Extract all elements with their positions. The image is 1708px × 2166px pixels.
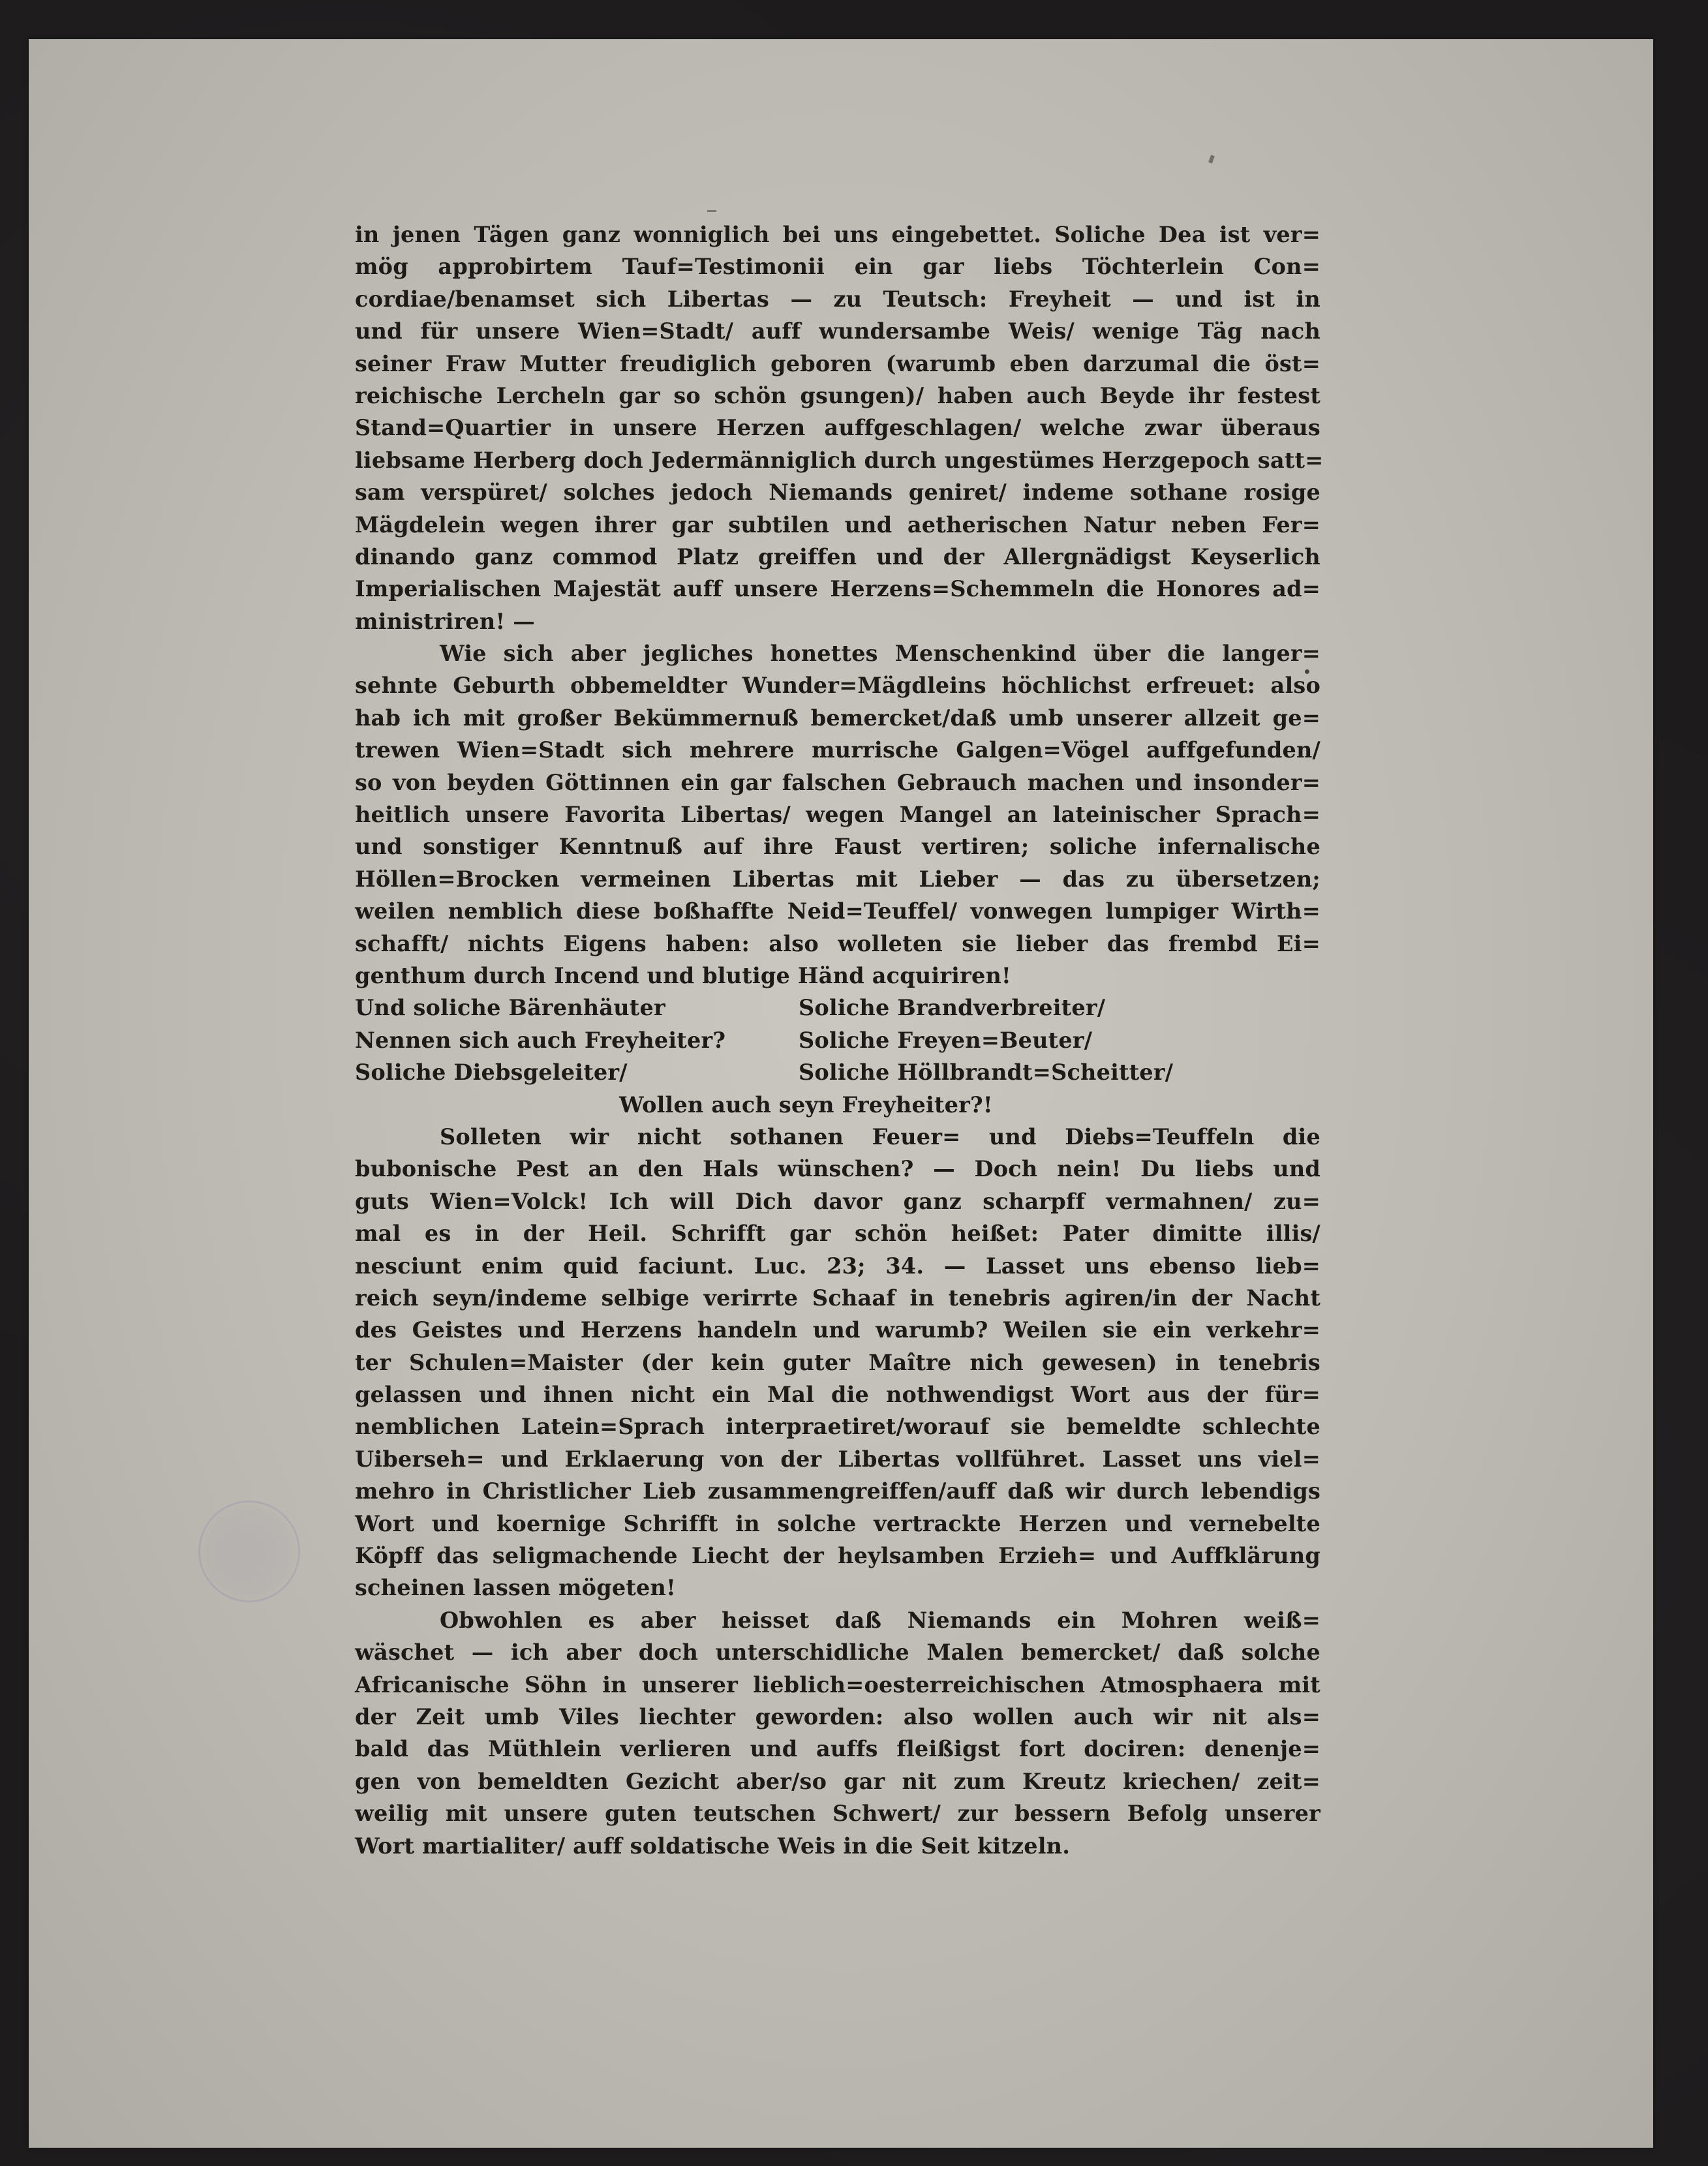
text-line: ter Schulen=Maister (der kein guter Maître nich gewesen) in tenebris xyxy=(355,1349,1320,1375)
paragraph-1 xyxy=(355,219,1324,637)
text-line: cordiae/benamset sich Libertas — zu Teutsch: Freyheit — und ist in xyxy=(355,286,1320,312)
text-line: so von beyden Göttinnen ein gar falschen Gebrauch machen und insonder= xyxy=(355,769,1320,795)
text-line: der Zeit umb Viles liechter geworden: also wollen auch wir nit als= xyxy=(355,1703,1320,1730)
text-line: Stand=Quartier in unsere Herzen auffgeschlagen/ welche zwar überaus xyxy=(355,415,1320,441)
verse-line: Nennen sich auch Freyheiter? xyxy=(355,1027,726,1053)
text-line: des Geistes und Herzens handeln und warumb? Weilen sie ein verkehr= xyxy=(355,1317,1320,1343)
verse-row xyxy=(355,1056,1320,1088)
paragraph-4 xyxy=(355,1604,1320,1862)
text-line: Höllen=Brocken vermeinen Libertas mit Lieber — das zu übersetzen; xyxy=(355,866,1320,892)
text-line: hab ich mit großer Bekümmernuß bemercket/daß umb unserer allzeit ge= xyxy=(355,705,1320,731)
verse-row xyxy=(355,1024,1320,1056)
text-line: Imperialischen Majestät auff unsere Herzens=Schemmeln die Honores ad= xyxy=(355,576,1320,602)
verse-line: Und soliche Bärenhäuter xyxy=(355,995,665,1021)
text-line: sehnte Geburth obbemeldter Wunder=Mägdleins höchlichst erfreuet: also xyxy=(355,673,1320,699)
text-line: genthum durch Incend und blutige Händ acquiriren! xyxy=(355,962,1011,988)
text-line: nemblichen Latein=Sprach interpraetiret/worauf sie bemeldte schlechte xyxy=(355,1414,1320,1440)
text-line: trewen Wien=Stadt sich mehrere murrische Galgen=Vögel auffgefunden/ xyxy=(355,737,1320,763)
verse xyxy=(355,992,1320,1121)
document-body xyxy=(355,219,1324,1862)
text-line: gelassen und ihnen nicht ein Mal die nothwendigst Wort aus der für= xyxy=(355,1382,1320,1408)
text-line: bubonische Pest an den Hals wünschen? — Doch nein! Du liebs und xyxy=(355,1156,1320,1182)
ink-mark xyxy=(1208,155,1215,163)
text-line: heitlich unsere Favorita Libertas/ wegen Mangel an lateinischer Sprach= xyxy=(355,802,1320,828)
text-line: Wort martialiter/ auff soldatische Weis in die Seit kitzeln. xyxy=(355,1833,1071,1859)
text-line: nesciunt enim quid faciunt. Luc. 23; 34. — Lasset uns ebenso lieb= xyxy=(355,1253,1320,1279)
text-line: dinando ganz commod Platz greiffen und der Allergnädigst Keyserlich xyxy=(355,543,1320,570)
text-line: sam verspüret/ solches jedoch Niemands geniret/ indeme sothane rosige xyxy=(355,480,1320,506)
text-line: guts Wien=Volck! Ich will Dich davor ganz scharpff vermahnen/ zu= xyxy=(355,1188,1320,1214)
text-line: Solleten wir nicht sothanen Feuer= und Diebs=Teuffeln die xyxy=(440,1123,1320,1150)
verse-line: Soliche Diebsgeleiter/ xyxy=(355,1060,628,1086)
text-line: ministriren! — xyxy=(355,608,535,634)
verse-closing-line: Wollen auch seyn Freyheiter?! xyxy=(619,1091,993,1118)
text-line: seiner Fraw Mutter freudiglich geboren (warumb eben darzumal die öst= xyxy=(355,350,1320,376)
text-line: Obwohlen es aber heisset daß Niemands ein Mohren weiß= xyxy=(440,1607,1320,1633)
text-line: in jenen Tägen ganz wonniglich bei uns eingebettet. Soliche Dea ist ver= xyxy=(355,222,1320,247)
faded-stamp xyxy=(198,1501,300,1602)
text-line: Africanische Söhn in unserer lieblich=oesterreichischen Atmosphaera mit xyxy=(355,1671,1320,1698)
text-line: Uiberseh= und Erklaerung von der Libertas vollführet. Lasset uns viel= xyxy=(355,1446,1320,1472)
paper-sheet xyxy=(29,39,1653,2148)
text-line: Wie sich aber jegliches honettes Menschenkind über die langer= xyxy=(440,641,1320,667)
text-line: weilen nemblich diese boßhaffte Neid=Teuffel/ vonwegen lumpiger Wirth= xyxy=(355,898,1320,924)
paragraph-3 xyxy=(355,1121,1320,1604)
text-line: wäschet — ich aber doch unterschidliche Malen bemercket/ daß solche xyxy=(355,1640,1320,1666)
paragraph-2 xyxy=(355,637,1320,992)
text-line: schafft/ nichts Eigens haben: also wolleten sie lieber das frembd Ei= xyxy=(355,930,1320,956)
text-line: gen von bemeldten Gezicht aber/so gar nit zum Kreutz kriechen/ zeit= xyxy=(355,1768,1320,1794)
text-line: liebsame Herberg doch Jedermänniglich durch ungestümes Herzgepoch satt= xyxy=(355,447,1324,473)
text-line: bald das Müthlein verlieren und auffs fleißigst fort dociren: denenje= xyxy=(355,1736,1320,1762)
text-line: Wort und koernige Schrifft in solche vertrackte Herzen und vernebelte xyxy=(355,1510,1320,1536)
ink-mark xyxy=(707,210,716,212)
text-line: Köpff das seligmachende Liecht der heylsamben Erzieh= und Auffklärung xyxy=(355,1543,1320,1569)
text-line: weilig mit unsere guten teutschen Schwert/ zur bessern Befolg unserer xyxy=(355,1801,1320,1827)
text-line: mal es in der Heil. Schrifft gar schön heißet: Pater dimitte illis/ xyxy=(355,1221,1320,1247)
verse-line: Soliche Höllbrandt=Scheitter/ xyxy=(799,1060,1174,1086)
verse-line: Soliche Freyen=Beuter/ xyxy=(799,1027,1093,1053)
text-line: reichische Lercheln gar so schön gsungen)/ haben auch Beyde ihr festest xyxy=(355,382,1320,408)
text-line: mehro in Christlicher Lieb zusammengreiffen/auff daß wir durch lebendigs xyxy=(355,1478,1320,1504)
text-line: mög approbirtem Tauf=Testimonii ein gar liebs Töchterlein Con= xyxy=(355,254,1320,280)
text-line: reich seyn/indeme selbige verirrte Schaaf in tenebris agiren/in der Nacht xyxy=(355,1285,1320,1311)
verse-line: Soliche Brandverbreiter/ xyxy=(799,995,1106,1021)
text-line: und sonstiger Kenntnuß auf ihre Faust vertiren; soliche infernalische xyxy=(355,834,1320,860)
text-line: und für unsere Wien=Stadt/ auff wundersambe Weis/ wenige Täg nach xyxy=(355,318,1320,344)
text-line: scheinen lassen mögeten! xyxy=(355,1575,677,1601)
text-line: Mägdelein wegen ihrer gar subtilen und aetherischen Natur neben Fer= xyxy=(355,511,1320,538)
verse-row xyxy=(355,992,1320,1024)
